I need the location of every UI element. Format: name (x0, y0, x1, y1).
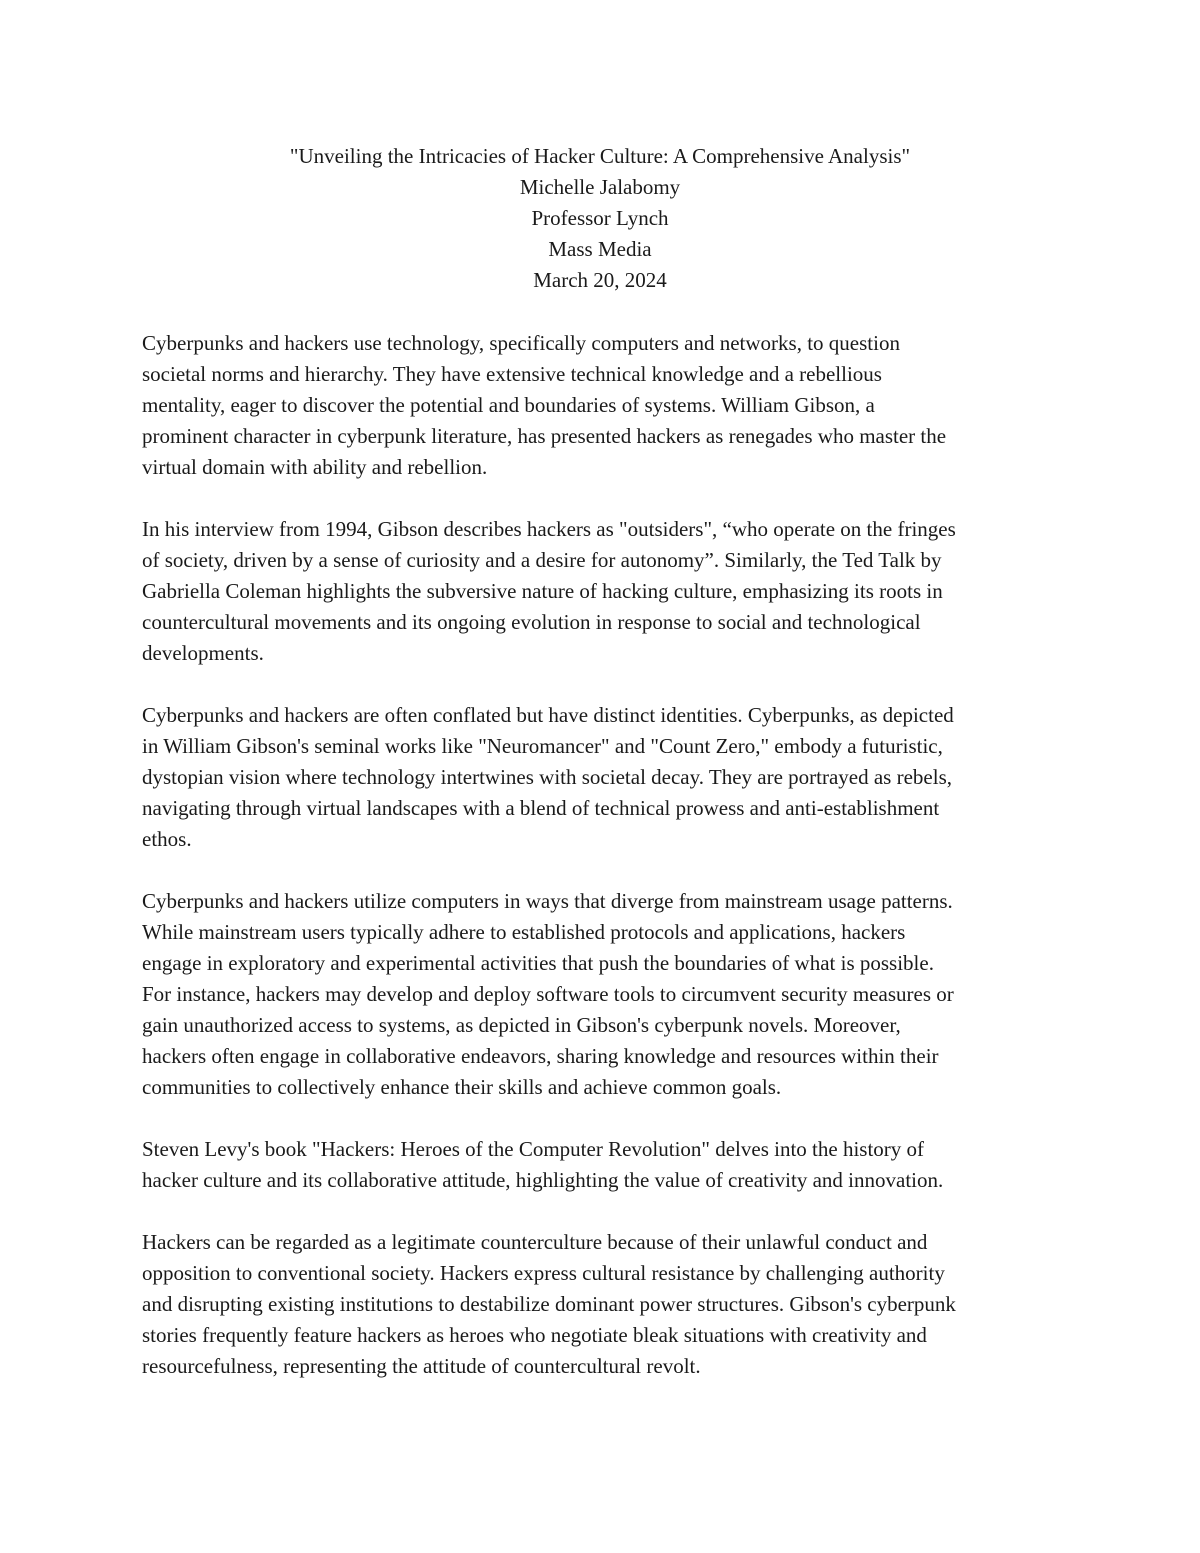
paragraph-4 (142, 886, 1072, 1103)
paragraph-line: and disrupting existing institutions to destabilize dominant power structures. Gibson's cyberpunk (142, 1292, 956, 1316)
paragraph-line: Steven Levy's book "Hackers: Heroes of the Computer Revolution" delves into the history of (142, 1137, 925, 1161)
paragraph-line: opposition to conventional society. Hackers express cultural resistance by challenging authority (142, 1261, 945, 1285)
paragraph-line: societal norms and hierarchy. They have extensive technical knowledge and a rebellious (142, 362, 882, 386)
paragraph-6 (142, 1227, 1072, 1382)
paragraph-line: engage in exploratory and experimental activities that push the boundaries of what is possible. (142, 951, 934, 975)
paragraph-line: hackers often engage in collaborative endeavors, sharing knowledge and resources within their (142, 1044, 939, 1068)
paragraph-line: countercultural movements and its ongoing evolution in response to social and technological (142, 610, 921, 634)
paragraph-line: For instance, hackers may develop and deploy software tools to circumvent security measures or (142, 982, 954, 1006)
paragraph-line: Hackers can be regarded as a legitimate counterculture because of their unlawful conduct and (142, 1230, 928, 1254)
paragraph-line: In his interview from 1994, Gibson describes hackers as "outsiders", “who operate on the fringes (142, 517, 956, 541)
paragraph-line: ethos. (142, 827, 192, 851)
course-name: Mass Media (548, 237, 652, 261)
paragraph-line: mentality, eager to discover the potential and boundaries of systems. William Gibson, a (142, 393, 875, 417)
paragraph-line: navigating through virtual landscapes with a blend of technical prowess and anti-establishment (142, 796, 940, 820)
paragraph-line: prominent character in cyberpunk literature, has presented hackers as renegades who master the (142, 424, 947, 448)
paragraph-line: communities to collectively enhance their skills and achieve common goals. (142, 1075, 782, 1099)
paragraph-line: resourcefulness, representing the attitude of countercultural revolt. (142, 1354, 701, 1378)
paragraph-line: stories frequently feature hackers as heroes who negotiate bleak situations with creativity and (142, 1323, 927, 1347)
paragraph-line: developments. (142, 641, 264, 665)
paragraph-line: While mainstream users typically adhere to established protocols and applications, hackers (142, 920, 906, 944)
paragraph-5 (142, 1134, 1072, 1196)
paragraph-1 (142, 328, 1072, 483)
author-name: Michelle Jalabomy (519, 175, 681, 199)
paragraph-line: Cyberpunks and hackers are often conflated but have distinct identities. Cyberpunks, as depicted (142, 703, 954, 727)
document-title: "Unveiling the Intricacies of Hacker Culture: A Comprehensive Analysis" (289, 144, 911, 168)
paragraph-2 (142, 514, 1072, 669)
paragraph-line: Cyberpunks and hackers utilize computers in ways that diverge from mainstream usage patterns. (142, 889, 953, 913)
paragraph-line: gain unauthorized access to systems, as depicted in Gibson's cyberpunk novels. Moreover, (142, 1013, 901, 1037)
paragraph-line: Cyberpunks and hackers use technology, specifically computers and networks, to question (142, 331, 900, 355)
document-date: March 20, 2024 (533, 268, 667, 292)
paragraph-line: of society, driven by a sense of curiosity and a desire for autonomy”. Similarly, the Ted Talk by (142, 548, 942, 572)
paragraph-3 (142, 700, 1072, 855)
paragraph-line: Gabriella Coleman highlights the subversive nature of hacking culture, emphasizing its roots in (142, 579, 943, 603)
paragraph-line: dystopian vision where technology intertwines with societal decay. They are portrayed as rebels, (142, 765, 952, 789)
document-header (0, 141, 1200, 296)
paragraph-line: virtual domain with ability and rebellion. (142, 455, 488, 479)
paragraph-line: in William Gibson's seminal works like "Neuromancer" and "Count Zero," embody a futuristic, (142, 734, 943, 758)
professor-name: Professor Lynch (531, 206, 669, 230)
document-body (142, 328, 1072, 1413)
paragraph-line: hacker culture and its collaborative attitude, highlighting the value of creativity and innovation. (142, 1168, 944, 1192)
